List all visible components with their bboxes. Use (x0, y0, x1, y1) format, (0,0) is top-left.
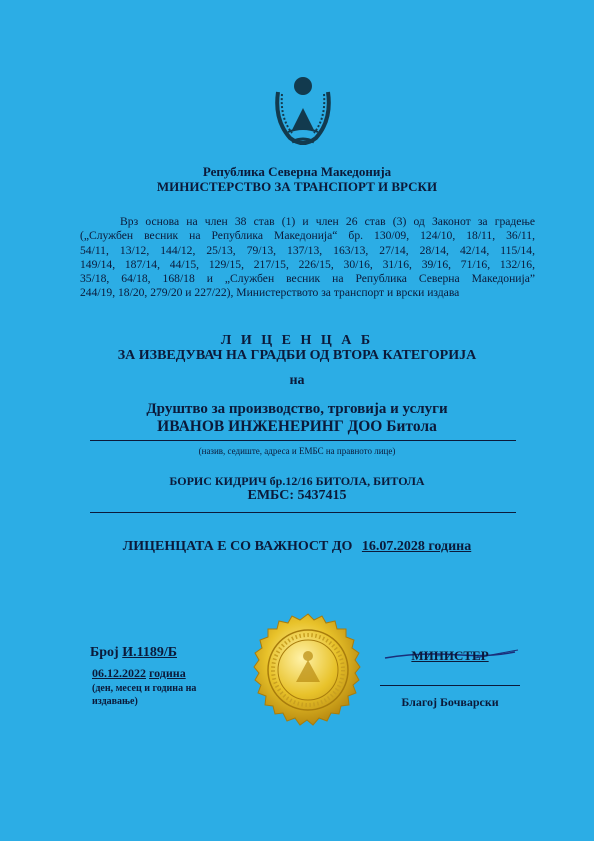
company-address: БОРИС КИДРИЧ бр.12/16 БИТОЛА, БИТОЛА (169, 474, 425, 488)
legal-line: Врз основа на член 38 став (1) и член 26 став (3) од Законот за градење (120, 215, 535, 228)
license-subtitle: ЗА ИЗВЕДУВАЧ НА ГРАДБИ ОД ВТОРА КАТЕГОРИЈА (117, 348, 477, 363)
legal-line: („Службен весник на Република Македонија“ бр. 130/09, 124/10, 18/11, 36/11, (80, 229, 535, 243)
issue-date (92, 666, 186, 681)
license-to-label: на (289, 373, 305, 388)
legal-line: 54/11, 13/12, 144/12, 25/13, 79/13, 137/13, 163/13, 27/14, 28/14, 42/14, 115/14, (80, 243, 535, 257)
minister-name: Благој Бочварски (401, 695, 499, 709)
issue-date-note: (ден, месец и година на издавање) (92, 683, 197, 707)
legal-line: 244/19, 18/20, 279/20 и 227/22), Министерството за транспорт и врски издава (80, 286, 460, 300)
legal-basis-text (80, 215, 535, 301)
coat-of-arms-emblem (270, 70, 336, 150)
license-title: Л И Ц Е Н Ц А Б (220, 333, 374, 348)
signature-line (380, 685, 520, 686)
issue-date-value: 06.12.2022 (92, 666, 146, 680)
validity-date: 16.07.2028 година (361, 539, 472, 554)
issue-date-suffix: година (149, 666, 186, 680)
company-name: ИВАНОВ ИНЖЕНЕРИНГ ДОО Битола (157, 418, 437, 435)
legal-line: 149/14, 187/14, 44/15, 129/15, 217/15, 226/15, 30/16, 31/16, 39/16, 71/16, 132/16, (80, 257, 535, 271)
number-value: И.1189/Б (122, 645, 177, 660)
validity-statement (0, 539, 594, 555)
company-embs: ЕМБС: 5437415 (247, 488, 347, 503)
company-underline (90, 440, 516, 441)
validity-label: ЛИЦЕНЦАТА Е СО ВАЖНОСТ ДО (122, 539, 353, 554)
gold-seal-icon (248, 612, 368, 732)
ministry-name: МИНИСТЕРСТВО ЗА ТРАНСПОРТ И ВРСКИ (156, 179, 438, 194)
minister-title: МИНИСТЕР (411, 648, 489, 663)
company-field-note: (назив, седиште, адреса и ЕМБС на правното лице) (198, 446, 396, 456)
legal-line: 35/18, 64/18, 168/18 и „Службен весник на Република Северна Македонија” (80, 272, 535, 286)
company-type: Друштво за производство, трговија и услуги (146, 401, 448, 417)
document-number (90, 645, 177, 661)
number-label: Број (90, 645, 119, 660)
republic-name: Република Северна Македонија (202, 164, 392, 179)
address-underline (90, 512, 516, 513)
